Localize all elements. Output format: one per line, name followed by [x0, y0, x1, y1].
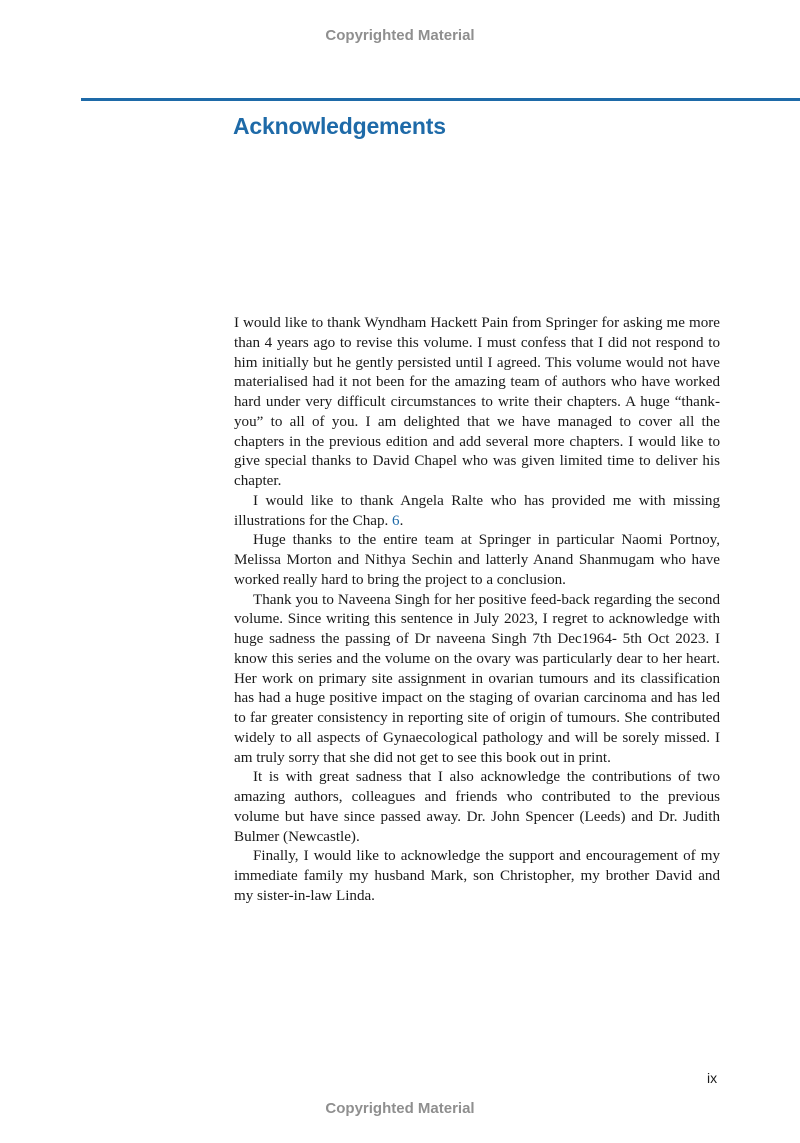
paragraph-2-text: I would like to thank Angela Ralte who has provided me with missing illustrations for the Chap. — [234, 492, 720, 529]
page-number: ix — [707, 1070, 718, 1086]
copyright-watermark-top: Copyrighted Material — [325, 27, 475, 44]
page-title: Acknowledgements — [233, 113, 446, 139]
paragraph-3: Huge thanks to the entire team at Springer in particular Naomi Portnoy, Melissa Morton and Nithya Sechin and latterly Anand Shanmugam who have worked really hard to bring the project to a conclusion. — [234, 532, 720, 588]
paragraph-4: Thank you to Naveena Singh for her positive feed-back regarding the second volume. Since writing this sentence in July 2023, I regret to acknowledge with huge sadness the passing of Dr naveena Singh 7th Dec1964- 5th Oct 2023. I know this series and the volume on the ovary was particularly dear to her heart. Her work on primary site assignment in ovarian tumours and its classification has had a huge positive impact on the staging of ovarian carcinoma and has led to far greater consistency in reporting site of origin of tumours. She contributed widely to all aspects of Gynaecological pathology and will be sorely missed. I am truly sorry that she did not get to see this book out in print. — [234, 591, 720, 766]
paragraph-5: It is with great sadness that I also acknowledge the contributions of two amazing authors, colleagues and friends who contributed to the previous volume but have since passed away. Dr. John Spencer (Leeds) and Dr. Judith Bulmer (Newcastle). — [234, 769, 720, 845]
acknowledgements-body — [234, 314, 720, 907]
header-rule — [81, 98, 800, 101]
chapter-link[interactable]: 6 — [392, 512, 400, 529]
paragraph-2 — [234, 492, 720, 532]
paragraph-6: Finally, I would like to acknowledge the support and encouragement of my immediate family my husband Mark, son Christopher, my brother David and my sister-in-law Linda. — [234, 848, 720, 904]
paragraph-2-end: . — [399, 512, 404, 529]
copyright-watermark-bottom: Copyrighted Material — [325, 1100, 475, 1117]
paragraph-1: I would like to thank Wyndham Hackett Pain from Springer for asking me more than 4 years ago to revise this volume. I must confess that I did not respond to him initially but he gently persisted until I agreed. This volume would not have materialised had it not been for the amazing team of authors who have worked hard under very difficult circumstances to write their chapters. A huge “thank-you” to all of you. I am delighted that we have managed to cover all the chapters in the previous edition and add several more chapters. I would like to give special thanks to David Chapel who was given limited time to deliver his chapter. — [234, 315, 720, 489]
